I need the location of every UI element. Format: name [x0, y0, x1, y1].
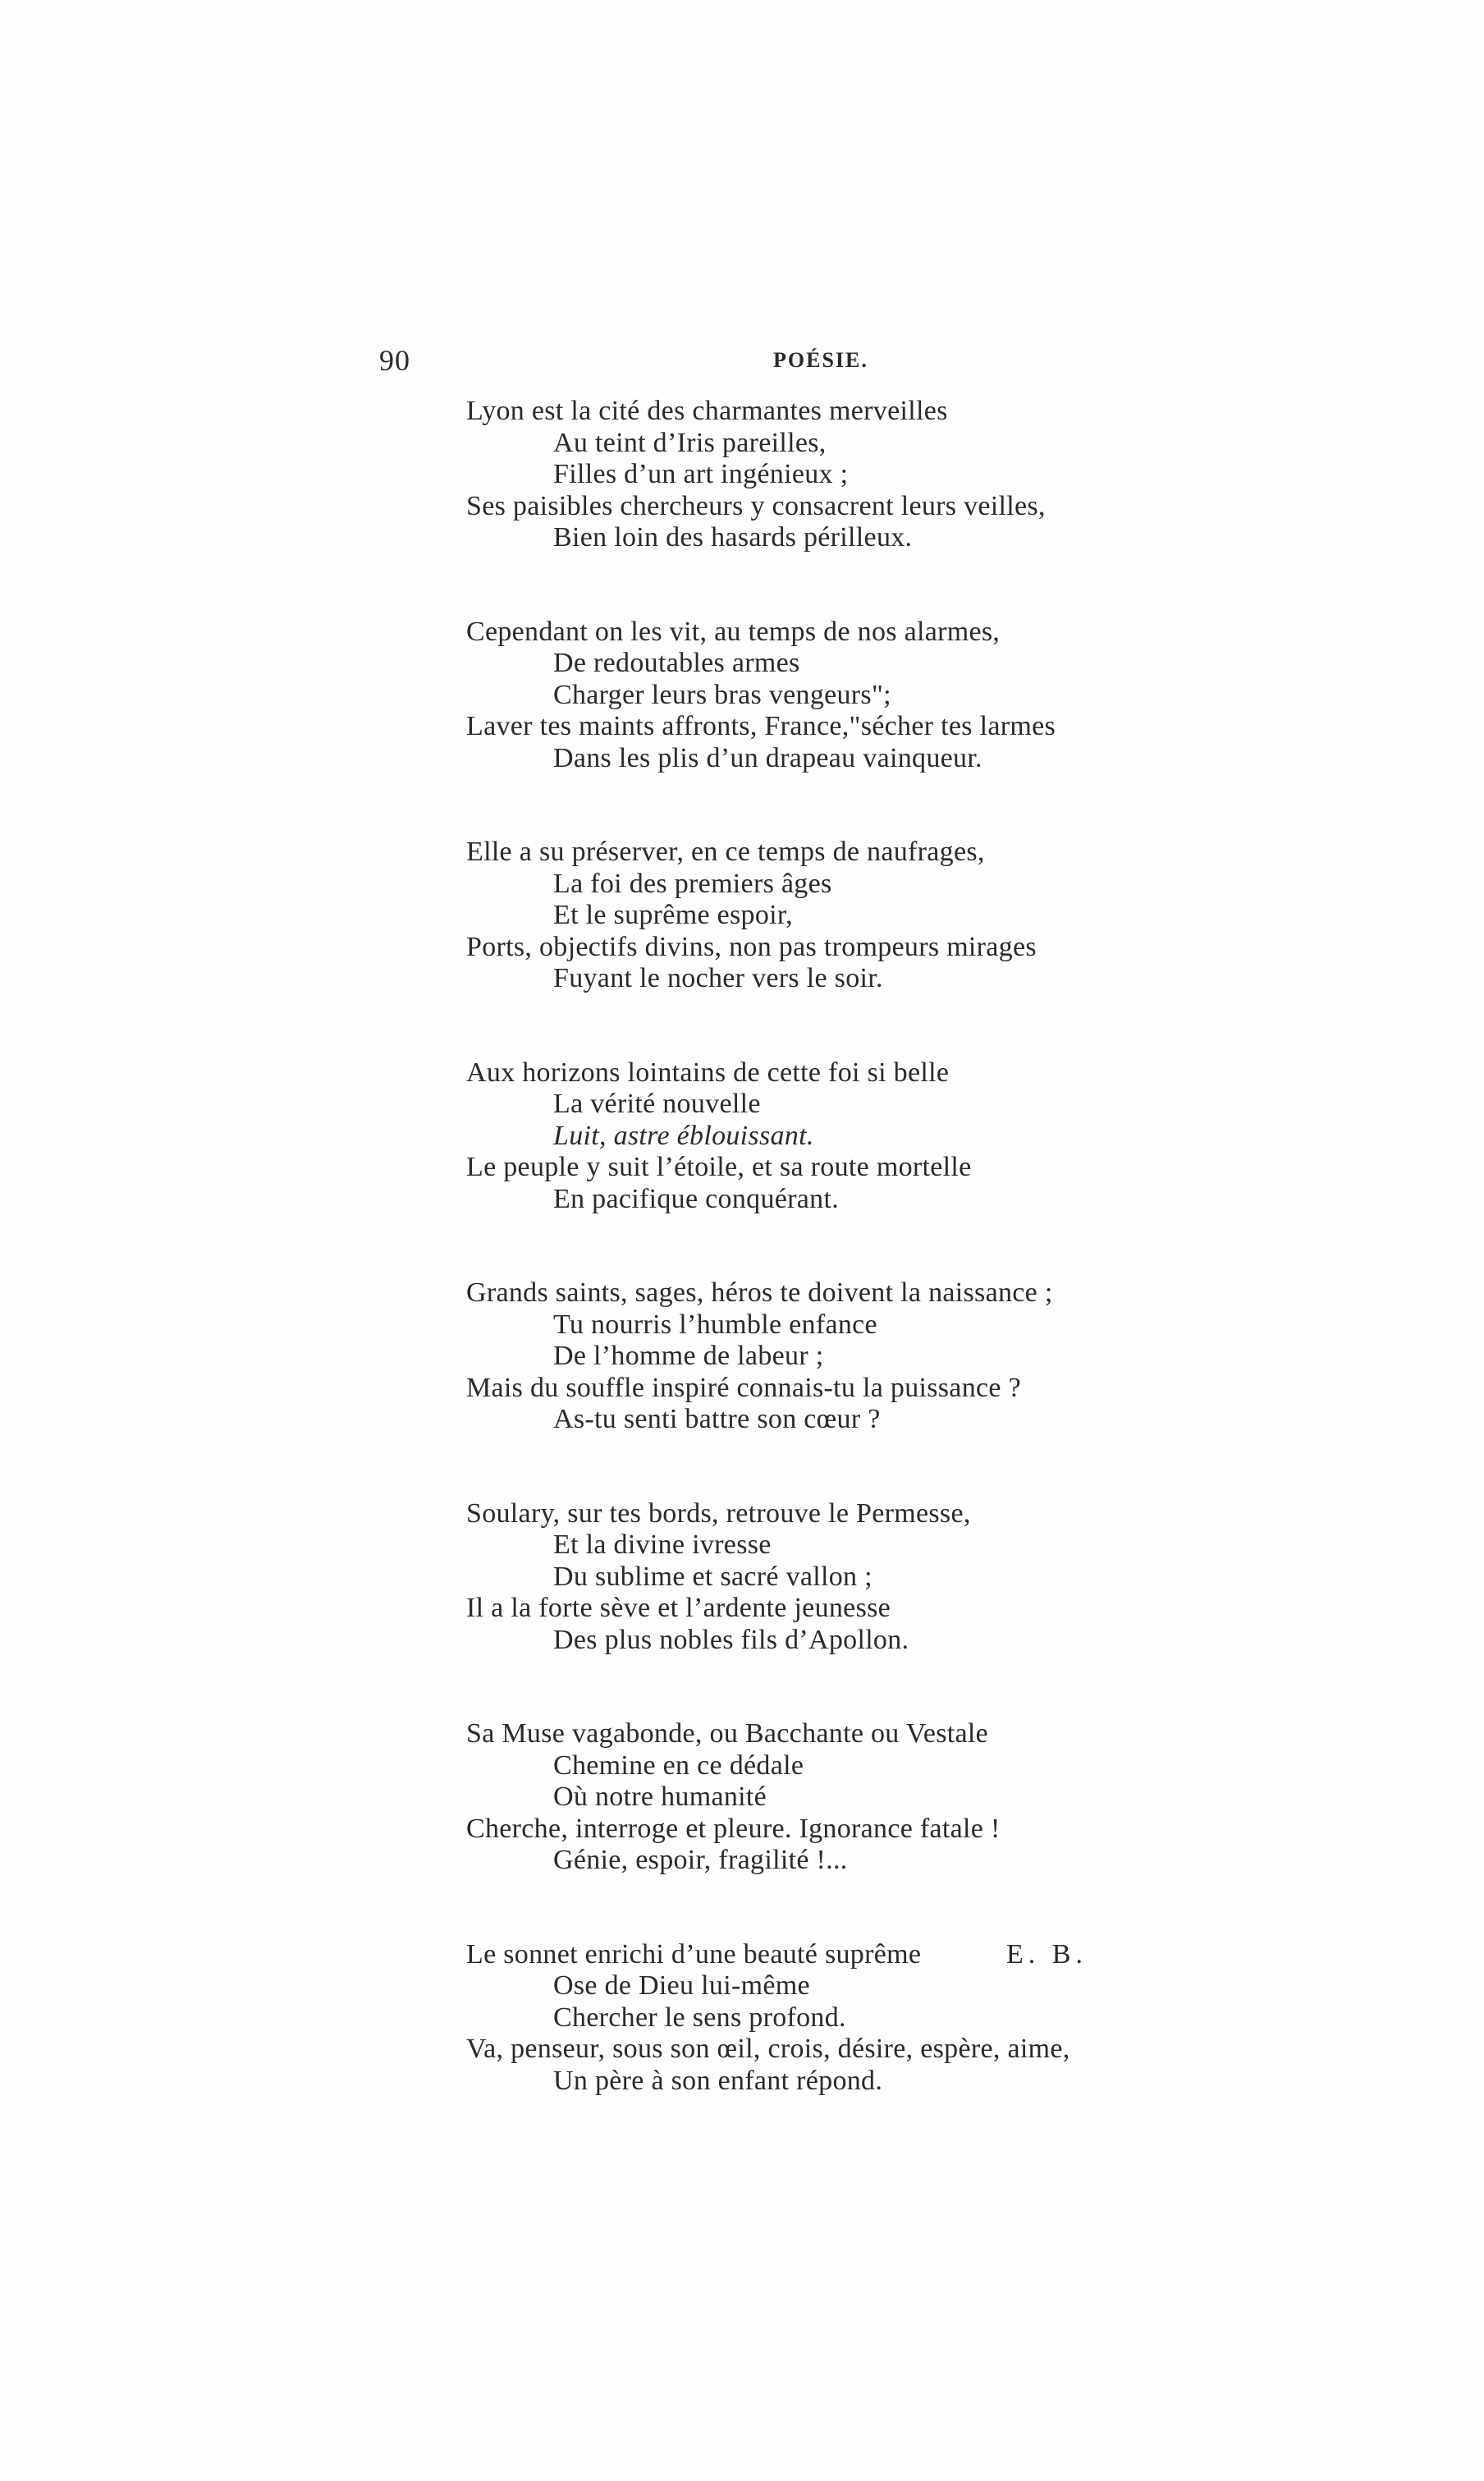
poem-line: Aux horizons lointains de cette foi si belle — [466, 1057, 950, 1088]
poem-line: Du sublime et sacré vallon ; — [553, 1561, 873, 1592]
stanza — [466, 837, 1205, 995]
poem-line: De l’homme de labeur ; — [553, 1341, 824, 1371]
poem-line: Filles d’un art ingénieux ; — [553, 459, 849, 489]
poem-line: Fuyant le nocher vers le soir. — [553, 963, 883, 993]
stanza — [466, 1718, 1205, 1877]
poem-line: Dans les plis d’un drapeau vainqueur. — [553, 742, 982, 773]
stanza — [466, 1277, 1205, 1436]
stanza — [466, 617, 1205, 775]
poem-line: Le sonnet enrichi d’une beauté suprême — [466, 1938, 922, 1970]
poem-line: Mais du souffle inspiré connais-tu la puissance ? — [466, 1372, 1021, 1403]
poem-line: Ports, objectifs divins, non pas trompeurs mirages — [466, 931, 1037, 962]
poem-line: Cependant on les vit, au temps de nos alarmes, — [466, 616, 1001, 647]
poem-line: Génie, espoir, fragilité !... — [553, 1845, 848, 1875]
poem-line: La vérité nouvelle — [553, 1089, 761, 1119]
poem-line: Et la divine ivresse — [553, 1529, 772, 1560]
poem-line: Bien loin des hasards périlleux. — [553, 522, 913, 553]
poem — [466, 396, 1205, 2159]
poem-line: Au teint d’Iris pareilles, — [553, 427, 827, 458]
poem-line: Un père à son enfant répond. — [553, 2065, 883, 2096]
page-number: 90 — [379, 344, 410, 377]
signature: E. B. — [1006, 1939, 1088, 1970]
poem-line: Et le suprême espoir, — [553, 900, 793, 930]
poem-line: Ses paisibles chercheurs y consacrent leurs veilles, — [466, 490, 1046, 521]
poem-line: Des plus nobles fils d’Apollon. — [553, 1624, 909, 1655]
stanza — [466, 1498, 1205, 1657]
poem-line: Ose de Dieu lui-même — [553, 1970, 810, 2001]
poem-line: Chemine en ce dédale — [553, 1750, 804, 1781]
poem-line: Charger leurs bras vengeurs"; — [553, 679, 891, 710]
poem-line: Soulary, sur tes bords, retrouve le Permesse, — [466, 1497, 971, 1529]
poem-line: Elle a su préserver, en ce temps de naufrages, — [466, 837, 985, 867]
page-header — [379, 343, 1200, 384]
poem-line: Laver tes maints affronts, France,"sécher tes larmes — [466, 711, 1056, 741]
poem-line: En pacifique conquérant. — [553, 1183, 839, 1214]
poem-line: Le peuple y suit l’étoile, et sa route mortelle — [466, 1152, 972, 1182]
stanza — [466, 1057, 1205, 1216]
poem-line: De redoutables armes — [553, 648, 800, 678]
poem-line: Cherche, interroge et pleure. Ignorance fatale ! — [466, 1813, 1001, 1844]
running-title: POÉSIE. — [773, 348, 868, 372]
poem-line: Va, penseur, sous son œil, crois, désire, espère, aime, — [466, 2034, 1070, 2064]
poem-line: Où notre humanité — [553, 1782, 767, 1812]
stanza — [466, 396, 1205, 554]
poem-line: Lyon est la cité des charmantes merveilles — [466, 396, 948, 426]
poem-line: Luit, astre éblouissant. — [553, 1120, 814, 1151]
poem-line: Sa Muse vagabonde, ou Bacchante ou Vestale — [466, 1718, 989, 1749]
poem-line: Chercher le sens profond. — [553, 2002, 846, 2033]
poem-line: As-tu senti battre son cœur ? — [553, 1404, 881, 1434]
poem-line: Grands saints, sages, héros te doivent la naissance ; — [466, 1277, 1053, 1308]
poem-line: Tu nourris l’humble enfance — [553, 1309, 877, 1340]
poem-line: La foi des premiers âges — [553, 868, 832, 899]
stanza — [466, 1939, 1205, 2098]
poem-line: Il a la forte sève et l’ardente jeunesse — [466, 1593, 891, 1623]
